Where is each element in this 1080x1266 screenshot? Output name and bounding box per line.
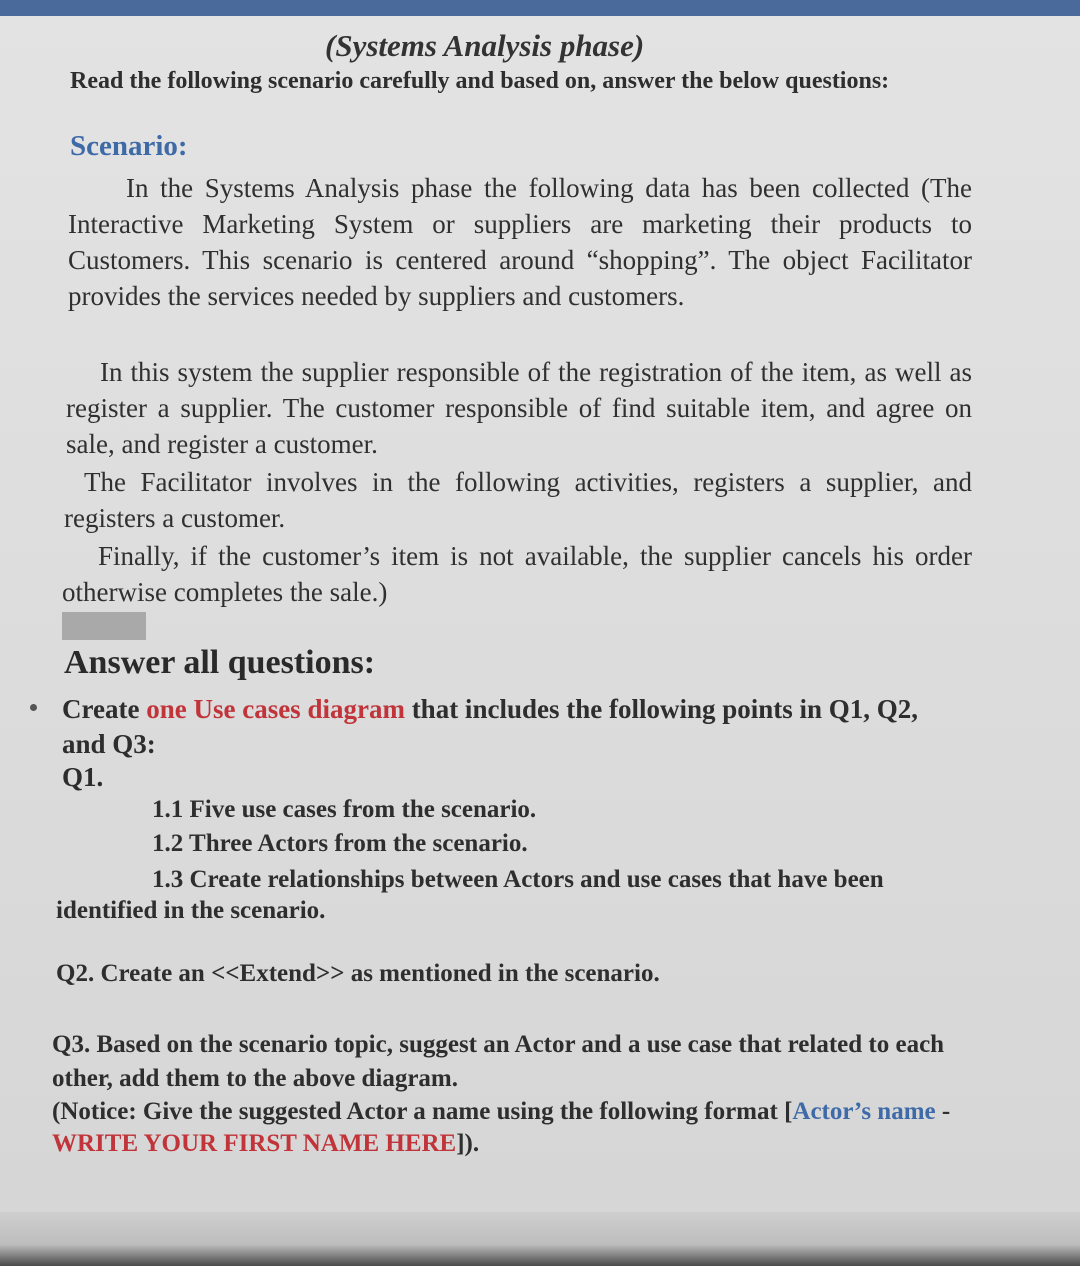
notice-prefix: (Notice: Give the suggested Actor a name using the following format [: [52, 1098, 793, 1125]
notice-write-name: WRITE YOUR FIRST NAME HERE: [52, 1130, 457, 1157]
q1-item-2: 1.2 Three Actors from the scenario.: [152, 830, 528, 857]
intro-instruction: Read the following scenario carefully and based on, answer the below questions:: [70, 68, 890, 94]
screen-top-bar: [0, 0, 1080, 16]
phase-heading: (Systems Analysis phase): [325, 28, 645, 63]
q1-item-3: 1.3 Create relationships between Actors and use cases that have been identified in the scenario.: [56, 866, 884, 924]
create-highlight: one Use cases diagram: [146, 694, 405, 724]
q2-text: Q2. Create an <<Extend>> as mentioned in the scenario.: [56, 960, 660, 987]
scenario-label: Scenario:: [70, 130, 188, 162]
create-prefix: Create: [62, 694, 147, 724]
scenario-paragraph-4: Finally, if the customer’s item is not available, the supplier cancels his order otherwise completes the sale.): [62, 541, 972, 607]
notice-text: [52, 1096, 978, 1160]
scenario-paragraph-2: In this system the supplier responsible of the registration of the item, as well as register a supplier. The customer responsible of find suitable item, and agree on sale, and register a customer.: [66, 357, 972, 459]
create-instruction: [62, 692, 962, 762]
q3-text: Q3. Based on the scenario topic, suggest an Actor and a use case that related to each other, add them to the above diagram.: [52, 1031, 945, 1092]
notice-suffix: ]).: [456, 1130, 480, 1157]
bullet-dot: [30, 704, 37, 711]
screen-bottom-edge: [0, 1212, 1080, 1266]
q1-label: Q1.: [62, 762, 104, 792]
scenario-paragraph-1: In the Systems Analysis phase the following data has been collected (The Interactive Marketing System or suppliers are marketing their products to Customers. This scenario is centered around “shopping”. The object Facilitator provides the services needed by suppliers and customers.: [68, 173, 972, 311]
notice-dash: -: [935, 1098, 951, 1125]
q1-item-1: 1.1 Five use cases from the scenario.: [152, 796, 537, 823]
create-suffix: that includes the following points in Q1, Q2, and Q3:: [62, 694, 919, 759]
scenario-paragraph-3: The Facilitator involves in the following activities, registers a supplier, and registers a customer.: [64, 467, 972, 533]
notice-actor-name: Actor’s name: [792, 1098, 936, 1125]
answer-all-heading: Answer all questions:: [64, 644, 376, 681]
highlight-box: [62, 612, 146, 640]
